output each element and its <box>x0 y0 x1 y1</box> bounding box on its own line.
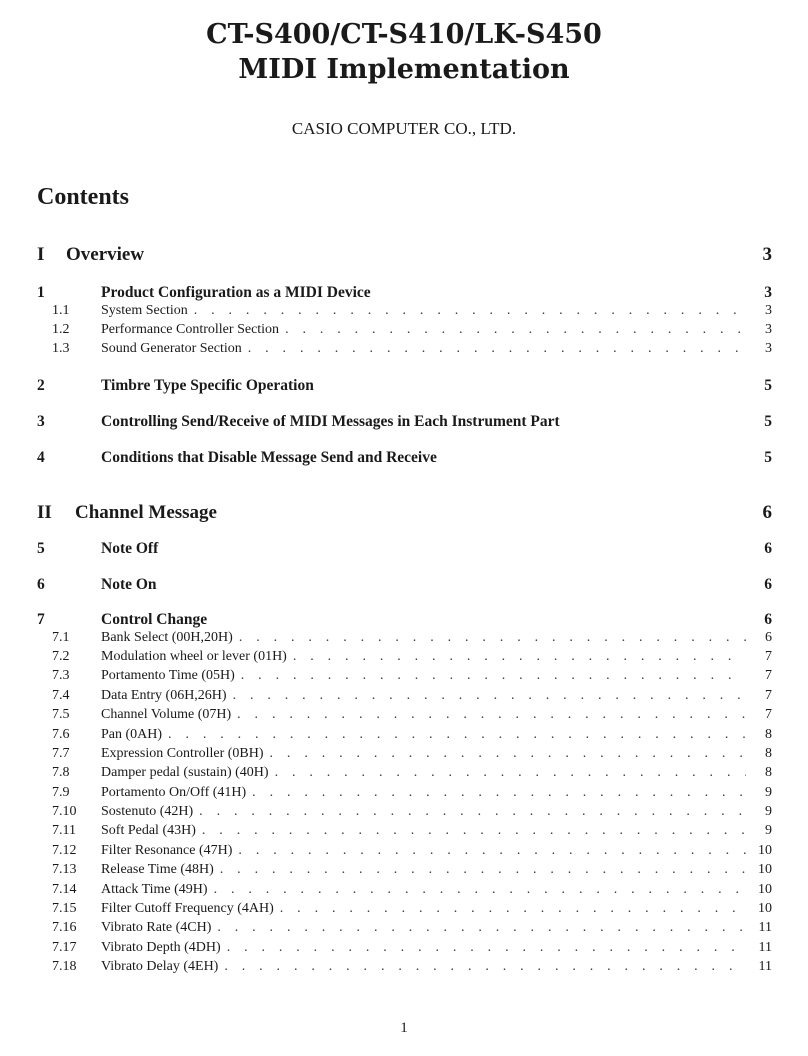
document-subtitle: MIDI Implementation <box>238 54 570 85</box>
toc-subsection[interactable] <box>52 630 772 649</box>
toc-subsection-page: 9 <box>765 804 772 819</box>
toc-subsection-number: 1.2 <box>52 322 70 337</box>
toc-section-number: 1 <box>37 284 45 301</box>
toc-leader-dots <box>168 727 746 743</box>
toc-section-title: Product Configuration as a MIDI Device <box>101 284 371 301</box>
toc-subsection-page: 7 <box>765 649 772 664</box>
toc-subsection[interactable] <box>52 765 772 784</box>
toc-subsection-page: 11 <box>758 920 772 935</box>
toc-subsection[interactable] <box>52 707 772 726</box>
toc-leader-dots <box>239 630 746 646</box>
toc-subsection-title: Portamento On/Off (41H) <box>101 785 247 800</box>
toc-subsection-page: 3 <box>765 341 772 356</box>
toc-subsection[interactable] <box>52 804 772 823</box>
toc-part-number: I <box>37 244 45 265</box>
toc-section-page: 6 <box>764 576 772 593</box>
toc-section[interactable] <box>37 540 772 560</box>
company-name: CASIO COMPUTER CO., LTD. <box>291 119 517 138</box>
toc-part[interactable] <box>37 502 772 526</box>
toc-section-title: Controlling Send/Receive of MIDI Messages in Each Instrument Part <box>101 413 560 430</box>
toc-section-title: Conditions that Disable Message Send and Receive <box>101 449 437 466</box>
toc-part-number: II <box>37 502 52 523</box>
toc-subsection-number: 7.10 <box>52 804 77 819</box>
toc-subsection[interactable] <box>52 862 772 881</box>
toc-subsection-title: Portamento Time (05H) <box>101 668 235 683</box>
toc-subsection[interactable] <box>52 823 772 842</box>
toc-section-title: Note Off <box>101 540 159 557</box>
toc-subsection-title: Performance Controller Section <box>101 322 280 337</box>
toc-section[interactable] <box>37 611 772 631</box>
toc-subsection-page: 7 <box>765 707 772 722</box>
toc-section-number: 2 <box>37 377 45 394</box>
toc-subsection-number: 7.15 <box>52 901 77 916</box>
toc-subsection-title: Soft Pedal (43H) <box>101 823 196 838</box>
toc-section-title: Timbre Type Specific Operation <box>101 377 314 394</box>
toc-subsection-page: 3 <box>765 303 772 318</box>
toc-section-number: 6 <box>37 576 45 593</box>
page-number: 1 <box>400 1020 408 1036</box>
toc-subsection-title: Expression Controller (0BH) <box>101 746 264 761</box>
toc-section-page: 5 <box>764 413 772 430</box>
toc-subsection[interactable] <box>52 668 772 687</box>
toc-subsection-number: 7.2 <box>52 649 70 664</box>
toc-subsection-page: 9 <box>765 785 772 800</box>
toc-subsection[interactable] <box>52 649 772 668</box>
toc-subsection[interactable] <box>52 746 772 765</box>
toc-section-page: 5 <box>764 377 772 394</box>
toc-subsection-title: Pan (0AH) <box>101 727 163 742</box>
toc-subsection-number: 7.7 <box>52 746 70 761</box>
toc-subsection-title: System Section <box>101 303 188 318</box>
toc-subsection-page: 10 <box>758 901 772 916</box>
toc-subsection[interactable] <box>52 688 772 707</box>
toc-subsection-number: 7.13 <box>52 862 77 877</box>
toc-subsection[interactable] <box>52 843 772 862</box>
toc-subsection[interactable] <box>52 322 772 341</box>
toc-section[interactable] <box>37 449 772 469</box>
toc-subsection-number: 1.3 <box>52 341 70 356</box>
toc-subsection-page: 3 <box>765 322 772 337</box>
toc-section-title: Control Change <box>101 611 208 628</box>
toc-section-number: 3 <box>37 413 45 430</box>
toc-subsection-page: 11 <box>758 940 772 955</box>
toc-subsection[interactable] <box>52 882 772 901</box>
toc-subsection-page: 10 <box>758 843 772 858</box>
toc-leader-dots <box>224 959 746 975</box>
toc-subsection-page: 8 <box>765 746 772 761</box>
toc-leader-dots <box>194 303 746 319</box>
toc-subsection[interactable] <box>52 959 772 978</box>
toc-subsection-number: 7.9 <box>52 785 70 800</box>
toc-section-page: 3 <box>764 284 772 301</box>
toc-subsection-page: 10 <box>758 862 772 877</box>
toc-leader-dots <box>220 862 746 878</box>
toc-subsection-page: 7 <box>765 688 772 703</box>
toc-subsection-number: 7.3 <box>52 668 70 683</box>
toc-leader-dots <box>214 882 746 898</box>
toc-subsection-title: Attack Time (49H) <box>101 882 208 897</box>
toc-section-page: 6 <box>764 611 772 628</box>
toc-section-number: 7 <box>37 611 45 628</box>
toc-leader-dots <box>285 322 746 338</box>
toc-subsection-title: Filter Resonance (47H) <box>101 843 233 858</box>
toc-subsection-title: Vibrato Depth (4DH) <box>101 940 221 955</box>
toc-subsection[interactable] <box>52 785 772 804</box>
toc-subsection-title: Filter Cutoff Frequency (4AH) <box>101 901 274 916</box>
toc-subsection-page: 9 <box>765 823 772 838</box>
toc-section-number: 5 <box>37 540 45 557</box>
toc-subsection-page: 7 <box>765 668 772 683</box>
toc-subsection-number: 7.1 <box>52 630 70 645</box>
toc-leader-dots <box>217 920 746 936</box>
toc-subsection-title: Data Entry (06H,26H) <box>101 688 227 703</box>
toc-leader-dots <box>241 668 746 684</box>
toc-subsection-number: 7.11 <box>52 823 76 838</box>
toc-section-page: 6 <box>764 540 772 557</box>
toc-subsection-number: 7.17 <box>52 940 77 955</box>
toc-subsection-title: Release Time (48H) <box>101 862 214 877</box>
toc-leader-dots <box>248 341 746 357</box>
toc-subsection-page: 8 <box>765 765 772 780</box>
contents-heading: Contents <box>37 184 130 210</box>
toc-subsection-number: 1.1 <box>52 303 70 318</box>
toc-leader-dots <box>270 746 746 762</box>
toc-subsection-page: 11 <box>758 959 772 974</box>
toc-section[interactable] <box>37 413 772 433</box>
toc-leader-dots <box>280 901 746 917</box>
toc-section-page: 5 <box>764 449 772 466</box>
toc-subsection[interactable] <box>52 940 772 959</box>
toc-leader-dots <box>227 940 746 956</box>
document-title: CT-S400/CT-S410/LK-S450 <box>206 19 602 50</box>
toc-section-number: 4 <box>37 449 45 466</box>
toc-subsection-page: 8 <box>765 727 772 742</box>
toc-subsection-title: Channel Volume (07H) <box>101 707 232 722</box>
toc-subsection-title: Modulation wheel or lever (01H) <box>101 649 287 664</box>
toc-part[interactable] <box>37 244 772 268</box>
toc-subsection-page: 6 <box>765 630 772 645</box>
toc-subsection[interactable] <box>52 303 772 322</box>
toc-leader-dots <box>233 688 746 704</box>
toc-subsection-number: 7.4 <box>52 688 70 703</box>
toc-part-page: 6 <box>762 502 772 523</box>
toc-subsection-number: 7.14 <box>52 882 77 897</box>
toc-part-title: Channel Message <box>75 502 217 523</box>
toc-subsection-number: 7.5 <box>52 707 70 722</box>
toc-subsection-title: Sound Generator Section <box>101 341 242 356</box>
toc-subsection-number: 7.6 <box>52 727 70 742</box>
toc-section-title: Note On <box>101 576 157 593</box>
toc-subsection-title: Vibrato Rate (4CH) <box>101 920 212 935</box>
toc-subsection-title: Vibrato Delay (4EH) <box>101 959 219 974</box>
toc-leader-dots <box>202 823 746 839</box>
toc-subsection-title: Bank Select (00H,20H) <box>101 630 233 645</box>
toc-section[interactable] <box>37 284 772 304</box>
toc-part-title: Overview <box>66 244 145 265</box>
toc-leader-dots <box>252 785 746 801</box>
toc-subsection-number: 7.12 <box>52 843 77 858</box>
toc-leader-dots <box>238 843 746 859</box>
toc-subsection[interactable] <box>52 920 772 939</box>
toc-subsection[interactable] <box>52 341 772 360</box>
toc-subsection[interactable] <box>52 901 772 920</box>
toc-subsection-page: 10 <box>758 882 772 897</box>
toc-subsection[interactable] <box>52 727 772 746</box>
toc-leader-dots <box>199 804 746 820</box>
toc-subsection-number: 7.16 <box>52 920 77 935</box>
toc-leader-dots <box>293 649 746 665</box>
toc-part-page: 3 <box>762 244 772 265</box>
toc-subsection-number: 7.8 <box>52 765 70 780</box>
toc-subsection-title: Damper pedal (sustain) (40H) <box>101 765 269 780</box>
toc-leader-dots <box>237 707 746 723</box>
toc-section[interactable] <box>37 576 772 596</box>
toc-leader-dots <box>275 765 746 781</box>
toc-subsection-number: 7.18 <box>52 959 77 974</box>
toc-section[interactable] <box>37 377 772 397</box>
toc-subsection-title: Sostenuto (42H) <box>101 804 194 819</box>
